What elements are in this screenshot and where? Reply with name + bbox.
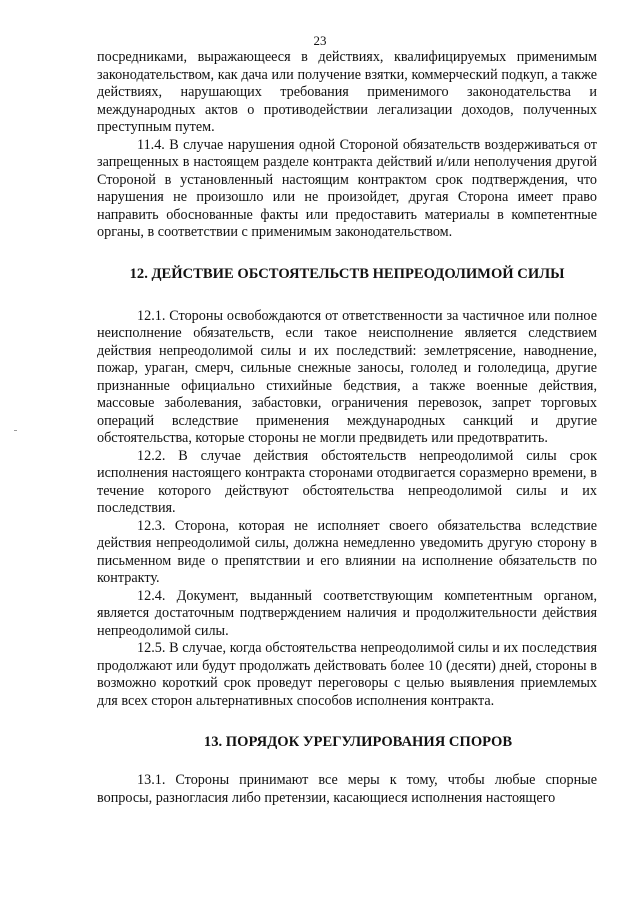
page-number: 23: [313, 33, 327, 48]
scan-margin-mark: [14, 430, 17, 431]
paragraph-12-5: 12.5. В случае, когда обстоятельства непреодолимой силы и их последствия продолжают или будут продолжать действовать более 10 (десяти) дней, стороны в возможно короткий срок проведут переговоры с целью выявления приемлемых для всех сторон альтернативных способов исполнения контракта.: [97, 640, 597, 709]
paragraph-13-1: 13.1. Стороны принимают все меры к тому, чтобы любые спорные вопросы, разногласия либо претензии, касающиеся исполнения настоящего: [97, 772, 597, 806]
section-12-heading: 12. ДЕЙСТВИЕ ОБСТОЯТЕЛЬСТВ НЕПРЕОДОЛИМОЙ СИЛЫ: [129, 265, 565, 282]
page-content: [97, 49, 597, 807]
paragraph-11-continued: посредниками, выражающееся в действиях, квалифицируемых применимым законодательством, как дача или получение взятки, коммерческий подкуп, а также действиях, нарушающих требования применимого законодательства и международных актов о противодействии легализации доходов, полученных преступным путем.: [97, 49, 597, 135]
paragraph-12-3: 12.3. Сторона, которая не исполняет своего обязательства вследствие действия непреодолимой силы, должна немедленно уведомить другую сторону в письменном виде о препятствии и его влиянии на исполнение обязательств по контракту.: [97, 517, 597, 586]
paragraph-12-2: 12.2. В случае действия обстоятельств непреодолимой силы срок исполнения настоящего контракта сторонами отодвигается соразмерно времени, в течение которого действуют обстоятельства непреодолимой силы и их последствия.: [97, 447, 597, 516]
section-13-heading: 13. ПОРЯДОК УРЕГУЛИРОВАНИЯ СПОРОВ: [203, 734, 513, 750]
paragraph-12-4: 12.4. Документ, выданный соответствующим компетентным органом, является достаточным подтверждением наличия и продолжительности действия непреодолимой силы.: [97, 587, 597, 639]
paragraph-11-4: 11.4. В случае нарушения одной Стороной обязательств воздерживаться от запрещенных в настоящем разделе контракта действий и/или неполучения другой Стороной в установленный настоящим контрактом срок подтверждения, что нарушения не произошло или не произойдет, другая Сторона имеет право направить обоснованные факты или предоставить материалы в компетентные органы, в соответствии с применимым законодательством.: [97, 136, 597, 240]
paragraph-12-1: 12.1. Стороны освобождаются от ответственности за частичное или полное неисполнение обязательств, если такое неисполнение является следствием действия непреодолимой силы и их последствий: землетрясение, наводнение, пожар, ураган, смерч, сильные снежные заносы, гололед и гололедица, другие признанные официально стихийные бедствия, а также военные действия, массовые заболевания, забастовки, ограничения перевозок, запрет торговых операций вследствие применения международных санкций и другие обстоятельства, которые стороны не могли предвидеть или предотвратить.: [97, 307, 597, 446]
